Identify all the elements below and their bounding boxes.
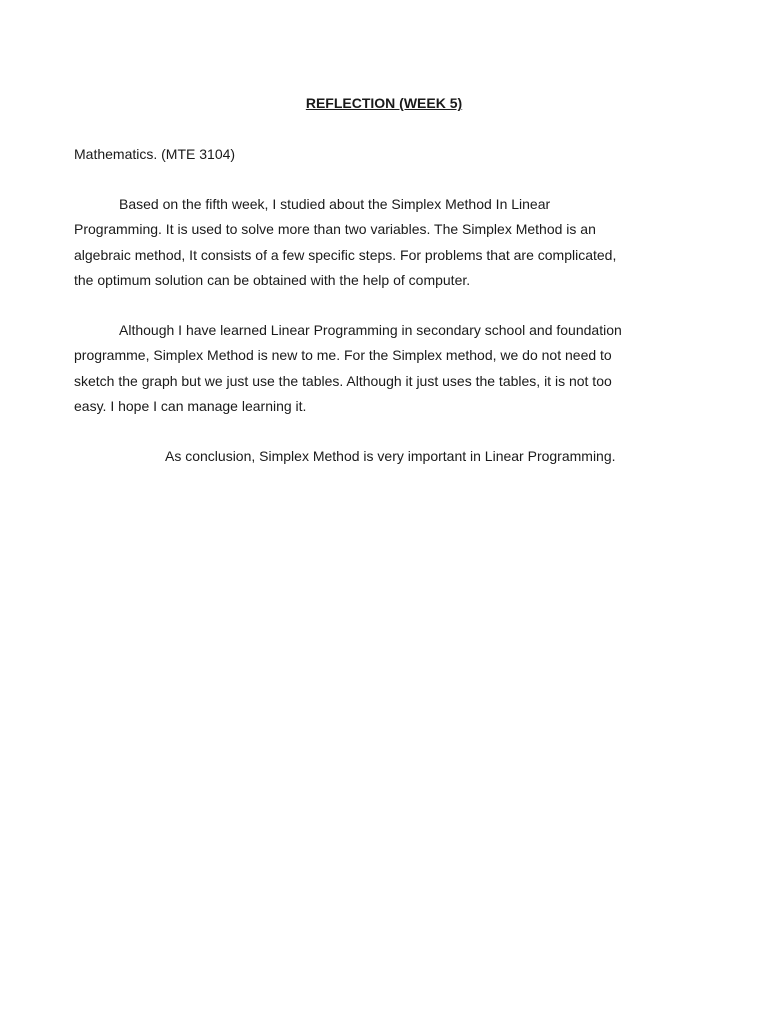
conclusion-paragraph: As conclusion, Simplex Method is very important in Linear Programming.: [165, 448, 616, 464]
paragraph-line: algebraic method, It consists of a few specific steps. For problems that are complicated,: [74, 246, 617, 263]
paragraph-line: easy. I hope I can manage learning it.: [74, 397, 307, 414]
paragraph-line: programme, Simplex Method is new to me. For the Simplex method, we do not need to: [74, 347, 612, 364]
paragraph-line: Based on the fifth week, I studied about the Simplex Method In Linear: [119, 196, 551, 212]
paragraph-line: Although I have learned Linear Programming in secondary school and foundation: [119, 322, 622, 338]
paragraph-1: [74, 195, 694, 296]
paragraph-line: sketch the graph but we just use the tables. Although it just uses the tables, it is not too: [74, 372, 612, 389]
paragraph-line: Programming. It is used to solve more than two variables. The Simplex Method is an: [74, 221, 596, 238]
subject-line: Mathematics. (MTE 3104): [74, 146, 236, 162]
document-title: REFLECTION (WEEK 5): [305, 95, 463, 111]
paragraph-2: [74, 321, 694, 422]
paragraph-line: the optimum solution can be obtained with the help of computer.: [74, 271, 471, 288]
